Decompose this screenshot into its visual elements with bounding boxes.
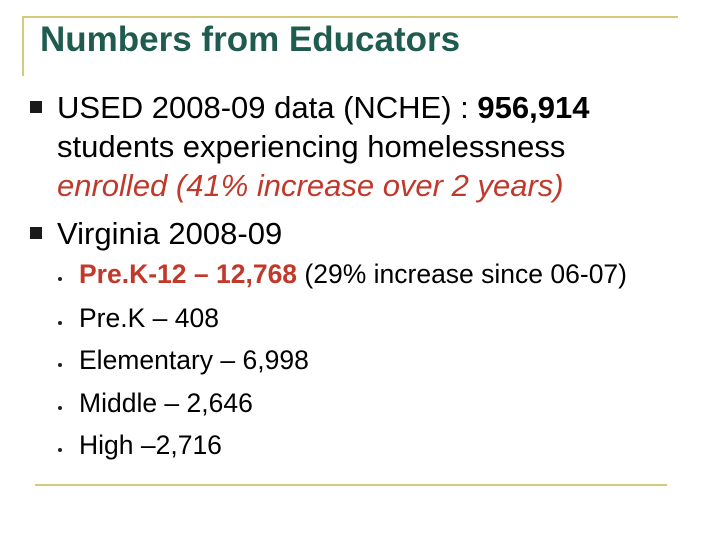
bullet-used-enrolled: enrolled: [57, 168, 168, 203]
dot-bullet-icon: [58, 277, 62, 281]
bullet-used-increase: (41% increase over 2 years): [167, 168, 564, 203]
square-bullet-icon: [30, 227, 42, 239]
square-bullet-icon: [30, 101, 42, 113]
title-frame-left-rule: [22, 16, 24, 76]
bullet-used-number: 956,914: [477, 90, 590, 125]
dot-bullet-icon: [58, 363, 62, 367]
title-frame-top-rule: [22, 16, 678, 18]
sub-bullet-prek12: [79, 259, 627, 290]
slide-title: Numbers from Educators: [40, 20, 461, 59]
dot-bullet-icon: [58, 448, 62, 452]
sub-bullet-prek: Pre.K – 408: [79, 303, 219, 333]
bullet-used-line3: [57, 167, 564, 204]
bullet-used-line2: students experiencing homelessness: [57, 129, 566, 164]
sub-bullet-high: High –2,716: [79, 430, 222, 460]
sub-bullet-prek12-highlight: Pre.K-12 – 12,768: [79, 259, 298, 289]
dot-bullet-icon: [58, 406, 62, 410]
bullet-virginia: Virginia 2008-09: [57, 216, 283, 251]
sub-bullet-middle: Middle – 2,646: [79, 388, 253, 418]
sub-bullet-prek12-rest: (29% increase since 06-07): [297, 259, 627, 289]
bottom-rule: [35, 484, 667, 486]
dot-bullet-icon: [58, 321, 62, 325]
bullet-used-line1: [57, 89, 589, 126]
bullet-used-prefix: USED 2008-09 data (NCHE) :: [57, 90, 478, 125]
sub-bullet-elementary: Elementary – 6,998: [79, 345, 309, 375]
